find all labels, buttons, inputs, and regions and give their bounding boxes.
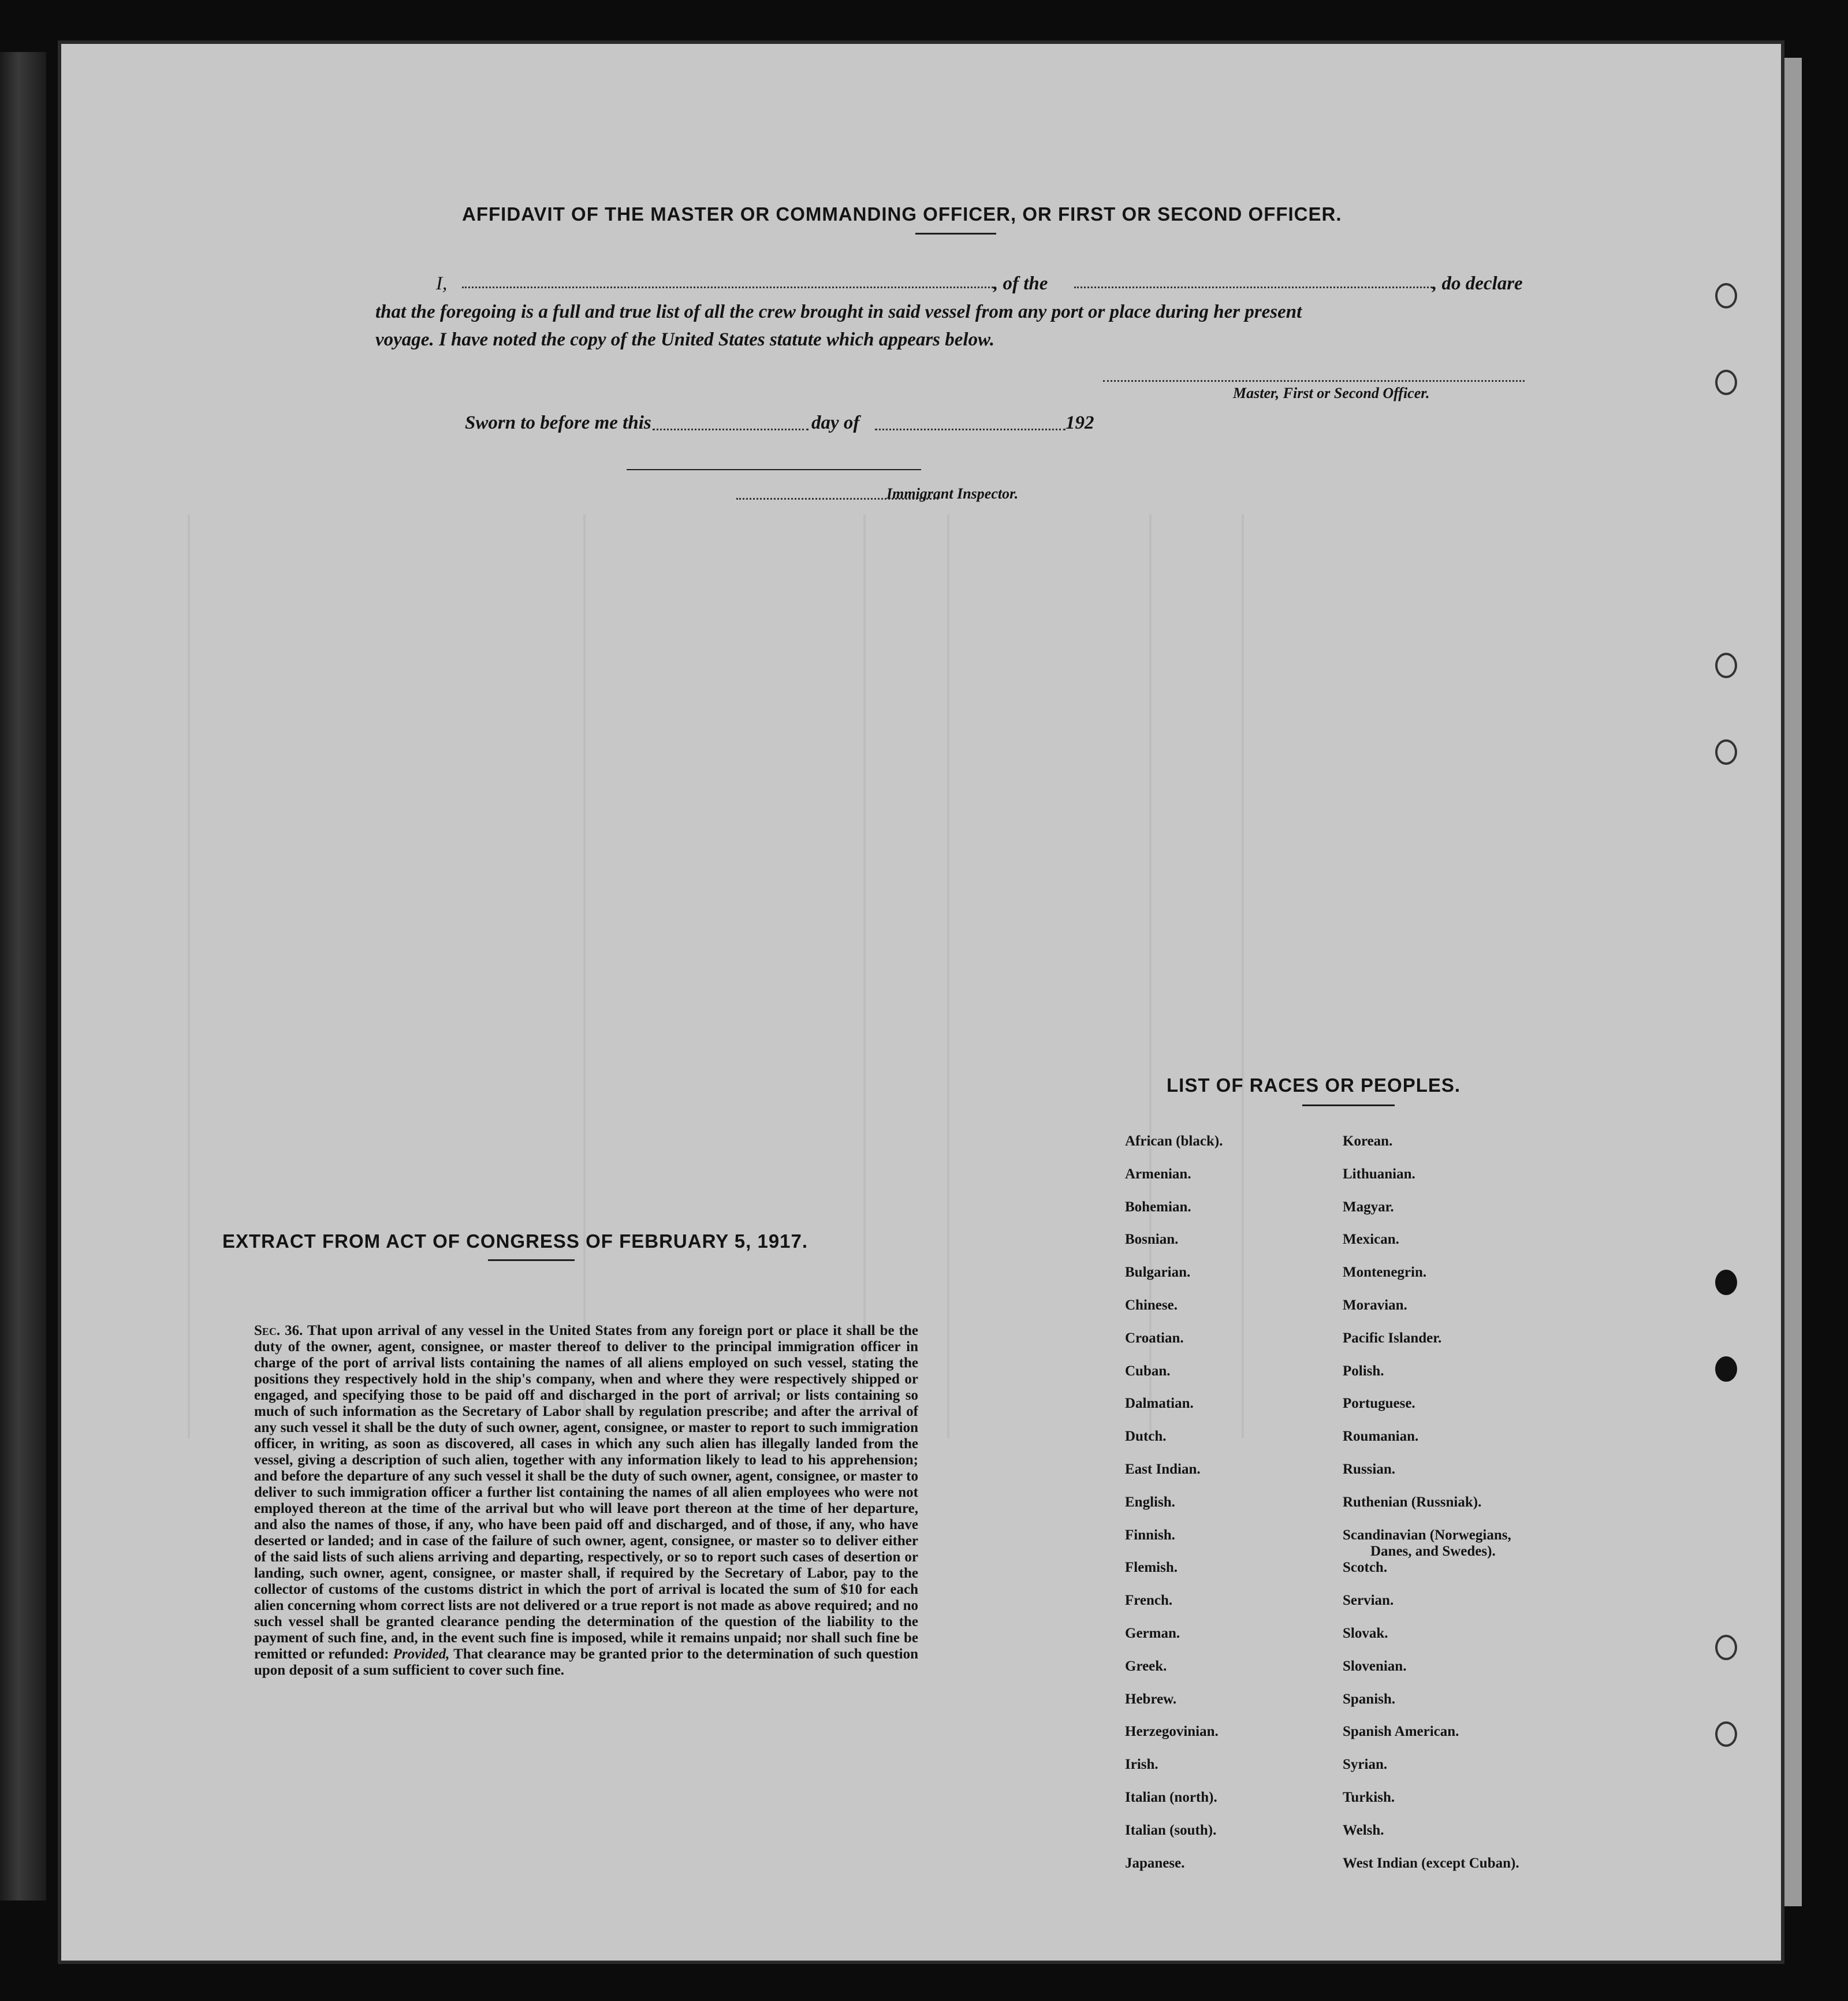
race-item: Cuban. [1125,1363,1171,1379]
sworn-month-field[interactable] [875,429,1065,430]
race-item-text: Scandinavian (Norwegians, [1343,1527,1511,1543]
extract-title: EXTRACT FROM ACT OF CONGRESS OF FEBRUARY 5, 1917. [222,1230,808,1252]
section-36-provided: Provided, [393,1646,450,1662]
officer-signature-field[interactable] [1103,380,1525,382]
ghost-column-rule [947,514,949,1438]
race-item: Russian. [1343,1461,1396,1477]
race-item: Hebrew. [1125,1691,1177,1707]
affidavit-i-label: I, [436,273,448,294]
ghost-column-rule [188,514,190,1438]
race-item: Finnish. [1125,1527,1175,1543]
race-item: Bosnian. [1125,1232,1179,1248]
binder-hole-icon [1715,370,1737,395]
race-item: English. [1125,1494,1175,1510]
race-item: Servian. [1343,1593,1394,1609]
race-item: Moravian. [1343,1297,1407,1313]
page-edge-right [1784,58,1802,1906]
race-item: Spanish. [1343,1691,1396,1707]
race-item: Polish. [1343,1363,1384,1379]
race-item: Montenegrin. [1343,1264,1427,1281]
race-item: Italian (north). [1125,1789,1217,1805]
vessel-name-field[interactable] [1074,287,1432,288]
race-item: Scotch. [1343,1560,1388,1576]
section-36-body-end: That clearance may be granted prior to the determination of such question upon deposit of a sum sufficient to cover such fine. [254,1646,918,1678]
section-36-body: That upon arrival of any vessel in the United States from any foreign port or place it shall be the duty of the owner, agent, consignee, or master thereof to deliver to the principal immigration officer in charge of the port of arrival lists containing the names of all aliens employed on such vessel, stating the positions they respectively hold in the ship's company, when and where they were respectively shipped or engaged, and specifying those to be paid off and discharged in the port of arrival; or lists containing so much of such information as the Secretary of Labor shall by regulation prescribe; and after the arrival of any such vessel it shall be the duty of such owner, agent, consignee, or master to report to such immigration officer, in writing, as soon as discovered, all cases in which any such alien has illegally landed from the vessel, giving a description of such alien, together with any information likely to lead to his apprehension; and before the departure of any such vessel it shall be the duty of such owner, agent, consignee, or master to deliver to such immigration officer a further list containing the names of all alien employees who were not employed thereon at the time of the arrival but who will leave port thereon at the time of her departure, and also the names of those, if any, who have been paid off and discharged, and of those, if any, who have deserted or landed; and in case of the failure of such owner, agent, consignee, or master so to deliver either of the said lists of such aliens arriving and departing, respectively, or so to report such cases of desertion or landing, such owner, agent, consignee, or master shall, if required by the Secretary of Labor, pay to the collector of customs of the customs district in which the port of arrival is located the sum of $10 for each alien concerning whom correct lists are not delivered or a true report is not made as above required; and no such vessel shall be granted clearance pending the determination of the question of the liability to the payment of such fine, and, in the event such fine is imposed, while it remains unpaid; nor shall such fine be remitted or refunded: [254,1323,918,1662]
affidavit-title-rule [915,233,996,235]
race-item: Korean. [1343,1133,1393,1149]
scanner-edge-left [0,52,46,1900]
race-item: Greek. [1125,1658,1167,1674]
master-name-field[interactable] [462,287,993,288]
affidavit-of-the-label: , of the [993,273,1048,294]
race-item: Italian (south). [1125,1822,1217,1838]
race-item: Irish. [1125,1757,1158,1773]
race-item-scandinavian [1343,1527,1519,1560]
race-item: Bohemian. [1125,1199,1191,1215]
races-left-column [1125,1133,1223,1888]
race-item: Portuguese. [1343,1396,1415,1412]
race-item: Welsh. [1343,1822,1384,1838]
ghost-column-rule [863,514,866,1438]
race-item: Dutch. [1125,1429,1167,1445]
race-item: Japanese. [1125,1855,1185,1871]
race-item: Ruthenian (Russniak). [1343,1494,1482,1510]
race-item: Croatian. [1125,1330,1184,1346]
race-item: Armenian. [1125,1166,1191,1182]
race-item: Flemish. [1125,1560,1178,1576]
race-item: French. [1125,1593,1173,1609]
race-item: African (black). [1125,1133,1223,1149]
race-item: Chinese. [1125,1297,1178,1313]
extract-title-rule [488,1259,575,1261]
race-item-continuation: Danes, and Swedes). [1370,1543,1496,1559]
race-item: Magyar. [1343,1199,1394,1215]
race-item: West Indian (except Cuban). [1343,1855,1519,1871]
ghost-column-rule [583,514,586,1438]
race-item: German. [1125,1625,1180,1641]
race-item: Bulgarian. [1125,1264,1191,1281]
binder-hole-icon [1715,1721,1737,1747]
affidavit-do-declare-label: , do declare [1432,273,1523,294]
race-item: East Indian. [1125,1461,1201,1477]
binder-hole-icon [1715,653,1737,678]
race-item: Mexican. [1343,1232,1399,1248]
sworn-day-of: day of [811,412,860,433]
binder-hole-icon [1715,739,1737,765]
race-item: Slovenian. [1343,1658,1407,1674]
affidavit-statement-line-3: voyage. I have noted the copy of the United States statute which appears below. [375,329,995,350]
race-item: Pacific Islander. [1343,1330,1442,1346]
race-item: Roumanian. [1343,1429,1419,1445]
race-item: Turkish. [1343,1789,1395,1805]
sworn-day-field[interactable] [653,429,808,430]
race-item: Slovak. [1343,1625,1388,1641]
race-item: Herzegovinian. [1125,1724,1219,1740]
affidavit-title: AFFIDAVIT OF THE MASTER OR COMMANDING OFFICER, OR FIRST OR SECOND OFFICER. [462,203,1342,225]
binder-hole-icon [1715,1270,1737,1295]
inspector-signature-rule [627,469,921,470]
race-item: Dalmatian. [1125,1396,1194,1412]
races-right-column [1343,1133,1519,1888]
races-title: LIST OF RACES OR PEOPLES. [1167,1074,1461,1096]
section-36-text [254,1323,918,1679]
sworn-prefix: Sworn to before me this [465,412,651,433]
race-item: Lithuanian. [1343,1166,1415,1182]
binder-hole-icon [1715,283,1737,308]
races-title-rule [1302,1104,1395,1106]
section-36-label: Sec. 36. [254,1323,303,1338]
affidavit-statement-line-2: that the foregoing is a full and true list of all the crew brought in said vessel from any port or place during her present [375,302,1302,322]
ghost-column-rule [1242,514,1244,1438]
sworn-year: 192 [1065,412,1094,433]
race-item: Syrian. [1343,1757,1388,1773]
binder-hole-icon [1715,1356,1737,1382]
inspector-label: Immigrant Inspector. [886,485,1019,502]
officer-signature-label: Master, First or Second Officer. [1233,385,1430,401]
binder-hole-icon [1715,1635,1737,1660]
race-item: Spanish American. [1343,1724,1459,1740]
manifest-page [58,40,1784,1964]
